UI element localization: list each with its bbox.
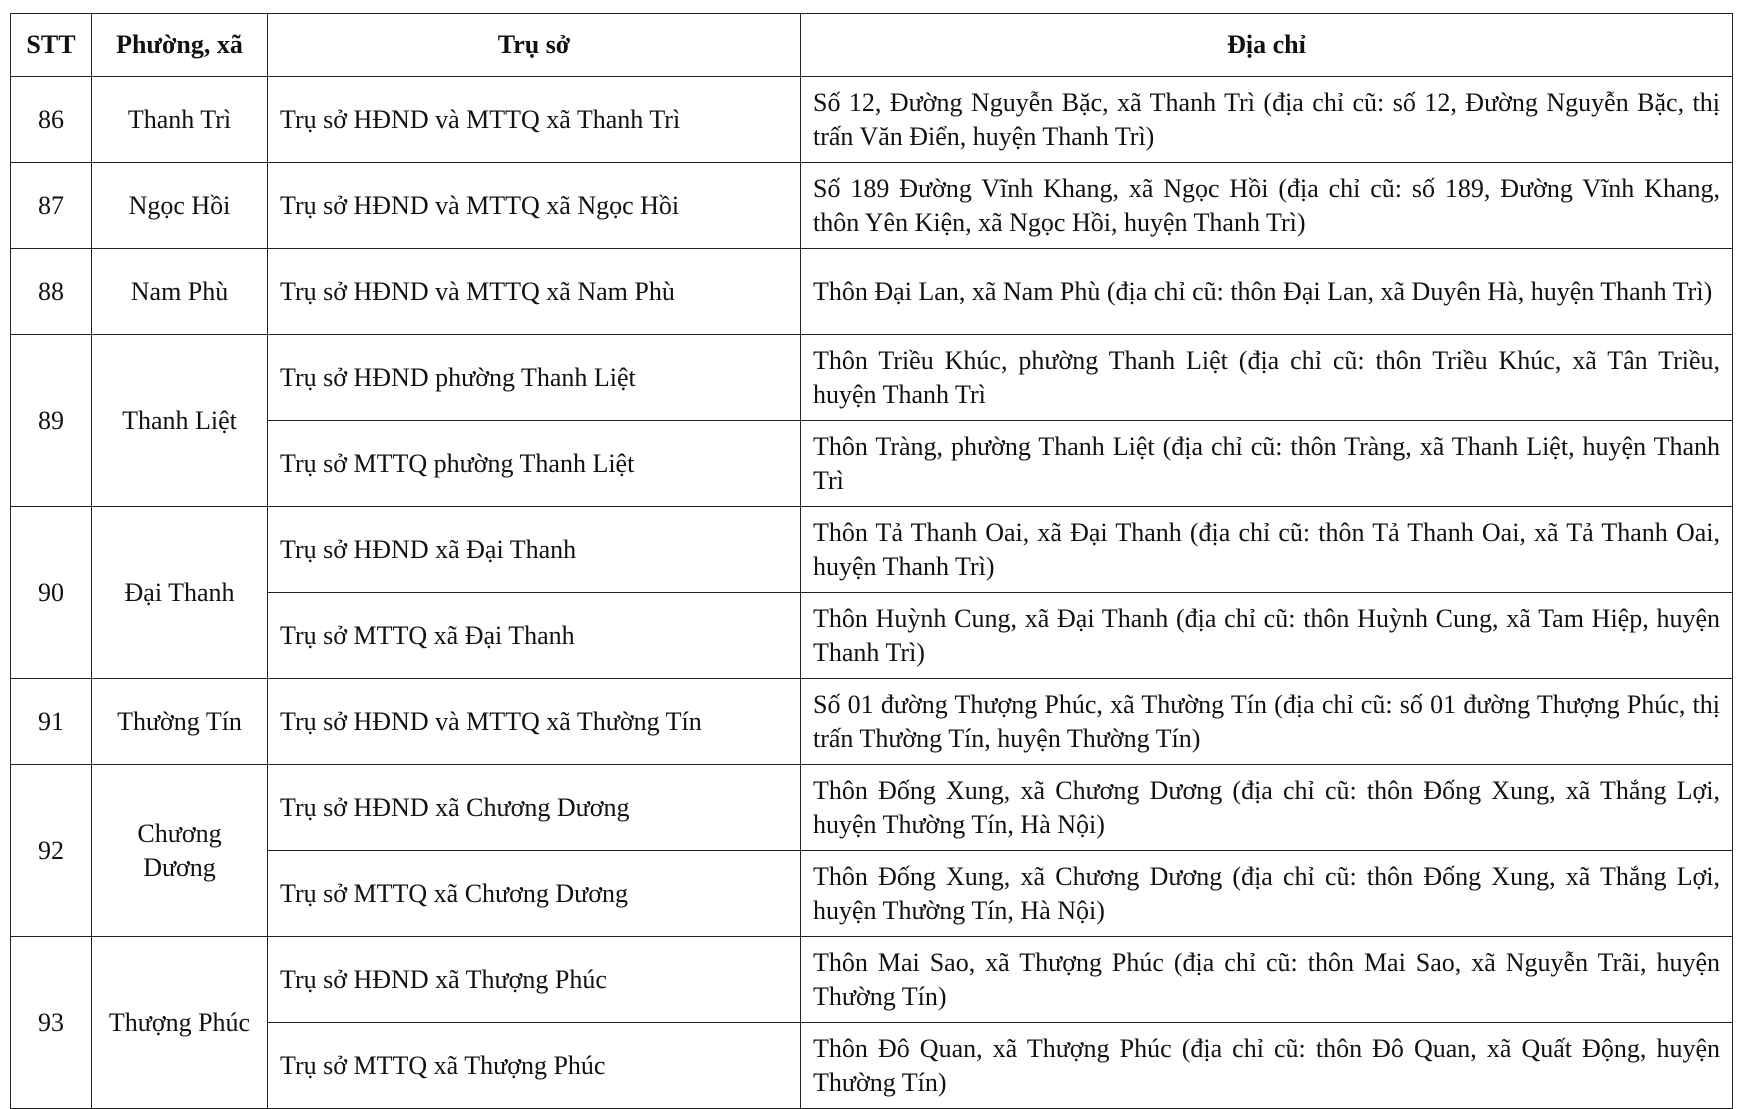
table-row [11,937,1733,1023]
header-address: Địa chỉ [801,14,1733,77]
cell-office: Trụ sở HĐND xã Chương Dương [268,765,801,851]
cell-ward: Đại Thanh [92,507,268,679]
table-row [11,1023,1733,1109]
cell-ward: Thanh Liệt [92,335,268,507]
cell-office: Trụ sở HĐND xã Đại Thanh [268,507,801,593]
table-row [11,593,1733,679]
cell-stt: 87 [11,163,92,249]
cell-address: Số 12, Đường Nguyễn Bặc, xã Thanh Trì (địa chỉ cũ: số 12, Đường Nguyễn Bặc, thị trấn Văn Điển, huyện Thanh Trì) [801,77,1733,163]
table-row [11,163,1733,249]
cell-office: Trụ sở HĐND và MTTQ xã Nam Phù [268,249,801,335]
cell-address: Thôn Đống Xung, xã Chương Dương (địa chỉ cũ: thôn Đống Xung, xã Thắng Lợi, huyện Thường Tín, Hà Nội) [801,851,1733,937]
cell-office: Trụ sở HĐND và MTTQ xã Ngọc Hồi [268,163,801,249]
cell-stt: 88 [11,249,92,335]
cell-stt: 86 [11,77,92,163]
table-row [11,851,1733,937]
table-row [11,335,1733,421]
header-ward: Phường, xã [92,14,268,77]
cell-address: Số 01 đường Thượng Phúc, xã Thường Tín (địa chỉ cũ: số 01 đường Thượng Phúc, thị trấn Thường Tín, huyện Thường Tín) [801,679,1733,765]
cell-office: Trụ sở HĐND xã Thượng Phúc [268,937,801,1023]
cell-address: Thôn Đống Xung, xã Chương Dương (địa chỉ cũ: thôn Đống Xung, xã Thắng Lợi, huyện Thường Tín, Hà Nội) [801,765,1733,851]
cell-stt: 91 [11,679,92,765]
cell-stt: 93 [11,937,92,1109]
cell-office: Trụ sở HĐND và MTTQ xã Thanh Trì [268,77,801,163]
table-row [11,77,1733,163]
cell-stt: 90 [11,507,92,679]
cell-ward: Nam Phù [92,249,268,335]
cell-address: Thôn Mai Sao, xã Thượng Phúc (địa chỉ cũ: thôn Mai Sao, xã Nguyễn Trãi, huyện Thường Tín) [801,937,1733,1023]
cell-address: Thôn Triều Khúc, phường Thanh Liệt (địa chỉ cũ: thôn Triều Khúc, xã Tân Triều, huyện Thanh Trì [801,335,1733,421]
header-stt: STT [11,14,92,77]
cell-ward: Thượng Phúc [92,937,268,1109]
cell-office: Trụ sở MTTQ xã Đại Thanh [268,593,801,679]
table-row [11,421,1733,507]
table-row [11,679,1733,765]
cell-ward: Ngọc Hồi [92,163,268,249]
cell-office: Trụ sở MTTQ xã Chương Dương [268,851,801,937]
cell-office: Trụ sở MTTQ phường Thanh Liệt [268,421,801,507]
table-row [11,249,1733,335]
header-row [11,14,1733,77]
table-row [11,507,1733,593]
table-body [11,77,1733,1109]
cell-office: Trụ sở HĐND và MTTQ xã Thường Tín [268,679,801,765]
office-address-table [10,13,1733,1109]
table-row [11,765,1733,851]
cell-office: Trụ sở HĐND phường Thanh Liệt [268,335,801,421]
cell-address: Thôn Đô Quan, xã Thượng Phúc (địa chỉ cũ: thôn Đô Quan, xã Quất Động, huyện Thường Tín) [801,1023,1733,1109]
cell-address: Thôn Tả Thanh Oai, xã Đại Thanh (địa chỉ cũ: thôn Tả Thanh Oai, xã Tả Thanh Oai, huyện Thanh Trì) [801,507,1733,593]
cell-stt: 89 [11,335,92,507]
cell-address: Thôn Tràng, phường Thanh Liệt (địa chỉ cũ: thôn Tràng, xã Thanh Liệt, huyện Thanh Trì [801,421,1733,507]
cell-office: Trụ sở MTTQ xã Thượng Phúc [268,1023,801,1109]
table-header [11,14,1733,77]
cell-address: Thôn Huỳnh Cung, xã Đại Thanh (địa chỉ cũ: thôn Huỳnh Cung, xã Tam Hiệp, huyện Thanh Trì) [801,593,1733,679]
cell-stt: 92 [11,765,92,937]
cell-ward: Thanh Trì [92,77,268,163]
cell-address: Số 189 Đường Vĩnh Khang, xã Ngọc Hồi (địa chỉ cũ: số 189, Đường Vĩnh Khang, thôn Yên Kiện, xã Ngọc Hồi, huyện Thanh Trì) [801,163,1733,249]
header-office: Trụ sở [268,14,801,77]
cell-ward: Thường Tín [92,679,268,765]
cell-address: Thôn Đại Lan, xã Nam Phù (địa chỉ cũ: thôn Đại Lan, xã Duyên Hà, huyện Thanh Trì) [801,249,1733,335]
cell-ward: Chương Dương [92,765,268,937]
table-container [10,13,1733,1109]
